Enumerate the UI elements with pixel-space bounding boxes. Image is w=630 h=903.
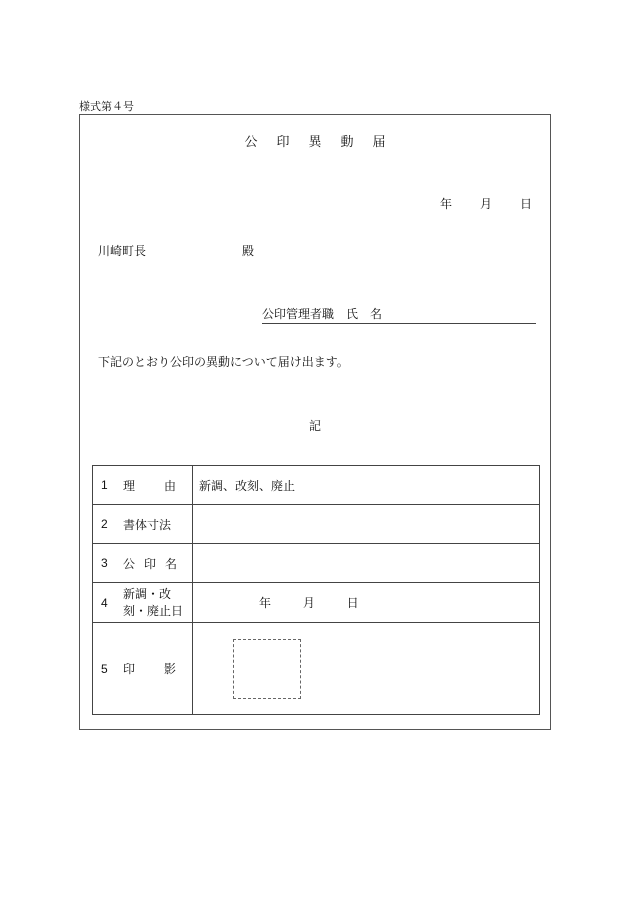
- seal-name-value-cell[interactable]: [193, 544, 540, 583]
- row-number: 5: [101, 661, 108, 676]
- typeface-label: 書体寸法: [123, 517, 172, 532]
- seal-impression-box[interactable]: [233, 639, 301, 699]
- table-row-seal-name: [93, 544, 540, 583]
- row-number: 1: [101, 478, 108, 492]
- addressee: 川崎町長: [98, 244, 147, 258]
- reason-value: 新調、改刻、廃止: [199, 478, 296, 493]
- honorific: 殿: [242, 244, 255, 258]
- label-char: 印: [144, 556, 157, 571]
- change-date-label-line2: 刻・廃止日: [123, 603, 184, 618]
- date-year-label: 年: [259, 596, 272, 610]
- label-char: 理: [123, 478, 136, 493]
- label-char: 影: [163, 662, 176, 676]
- submission-date[interactable]: [440, 195, 532, 212]
- change-date-value-cell[interactable]: [193, 583, 540, 623]
- form-frame: [79, 114, 551, 730]
- table-row-seal-impression: [93, 623, 540, 715]
- date-day-label: 日: [346, 596, 359, 610]
- ki-heading: 記: [308, 419, 321, 433]
- label-char: 由: [163, 478, 176, 493]
- label-char: 印: [123, 662, 136, 676]
- row-number: 3: [101, 556, 108, 570]
- date-year-label: 年: [439, 197, 452, 211]
- date-month-label: 月: [479, 197, 492, 211]
- seal-impression-label-cell: [93, 623, 193, 715]
- signer-field[interactable]: [262, 305, 536, 324]
- label-char: 公: [123, 556, 136, 571]
- typeface-label-cell: [93, 505, 193, 544]
- row-number: 2: [101, 517, 108, 531]
- signer-label: 公印管理者職 氏 名: [262, 307, 383, 321]
- form-title: 公印異動届: [244, 135, 405, 150]
- seal-impression-value-cell[interactable]: [193, 623, 540, 715]
- change-date-label-cell: [93, 583, 193, 623]
- row-number: 4: [101, 595, 108, 610]
- date-day-label: 日: [519, 197, 532, 211]
- reason-value-cell[interactable]: [193, 466, 540, 505]
- body-text: 下記のとおり公印の異動について届け出ます。: [98, 355, 349, 369]
- form-number: 様式第４号: [79, 100, 134, 113]
- change-date-label-line1: 新調・改: [123, 586, 172, 601]
- reason-label-cell: [93, 466, 193, 505]
- table-row-change-date: [93, 583, 540, 623]
- typeface-value-cell[interactable]: [193, 505, 540, 544]
- table-row-typeface-size: [93, 505, 540, 544]
- table-row-reason: [93, 466, 540, 505]
- date-month-label: 月: [302, 596, 315, 610]
- label-char: 名: [165, 556, 178, 571]
- seal-name-label-cell: [93, 544, 193, 583]
- items-table: [92, 465, 540, 715]
